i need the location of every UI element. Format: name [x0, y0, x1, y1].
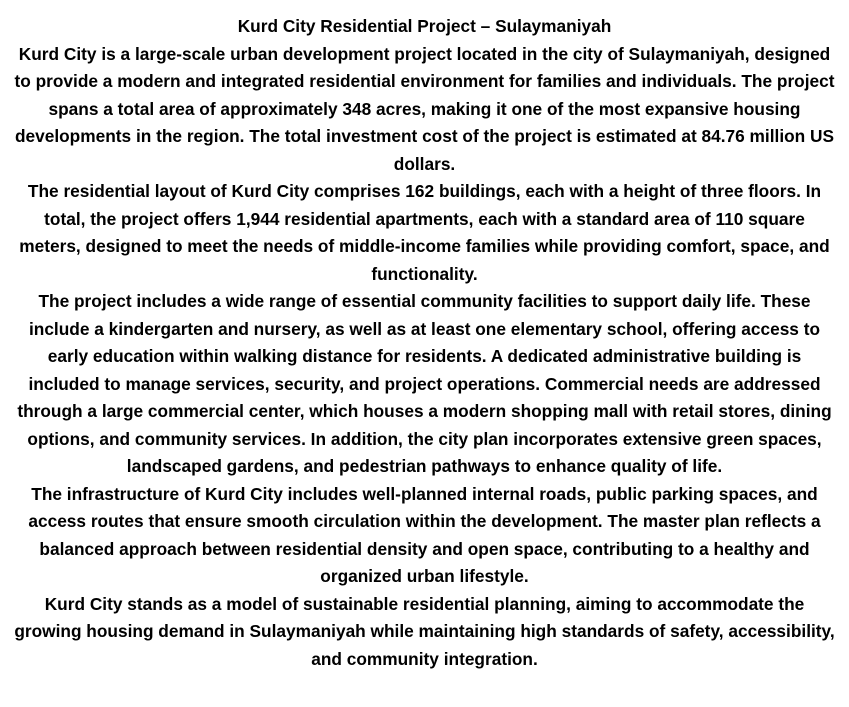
paragraph-overview: Kurd City is a large-scale urban development project located in the city of Sulaymaniyah, designed to provide a modern and integrated residential environment for families and individuals. The project spans a total area of approximately 348 acres, making it one of the most expansive housing developments in the region. The total investment cost of the project is estimated at 84.76 million US dollars.	[14, 43, 835, 174]
paragraph-conclusion: Kurd City stands as a model of sustainable residential planning, aiming to accommodate the growing housing demand in Sulaymaniyah while maintaining high standards of safety, accessibility, and community integration.	[14, 593, 835, 669]
document-title: Kurd City Residential Project – Sulaymaniyah	[237, 16, 612, 36]
paragraph-community-facilities: The project includes a wide range of essential community facilities to support daily life. These include a kindergarten and nursery, as well as at least one elementary school, offering access to early education within walking distance for residents. A dedicated administrative building is included to manage services, security, and project operations. Commercial needs are addressed through a large commercial center, which houses a modern shopping mall with retail stores, dining options, and community services. In addition, the city plan incorporates extensive green spaces, landscaped gardens, and pedestrian pathways to enhance quality of life.	[17, 291, 832, 476]
paragraph-residential-layout: The residential layout of Kurd City comprises 162 buildings, each with a height of three floors. In total, the project offers 1,944 residential apartments, each with a standard area of 110 square meters, designed to meet the needs of middle-income families while providing comfort, space, and functionality.	[19, 181, 830, 284]
paragraph-infrastructure: The infrastructure of Kurd City includes well-planned internal roads, public parking spaces, and access routes that ensure smooth circulation within the development. The master plan reflects a balanced approach between residential density and open space, contributing to a healthy and organized urban lifestyle.	[28, 483, 821, 586]
